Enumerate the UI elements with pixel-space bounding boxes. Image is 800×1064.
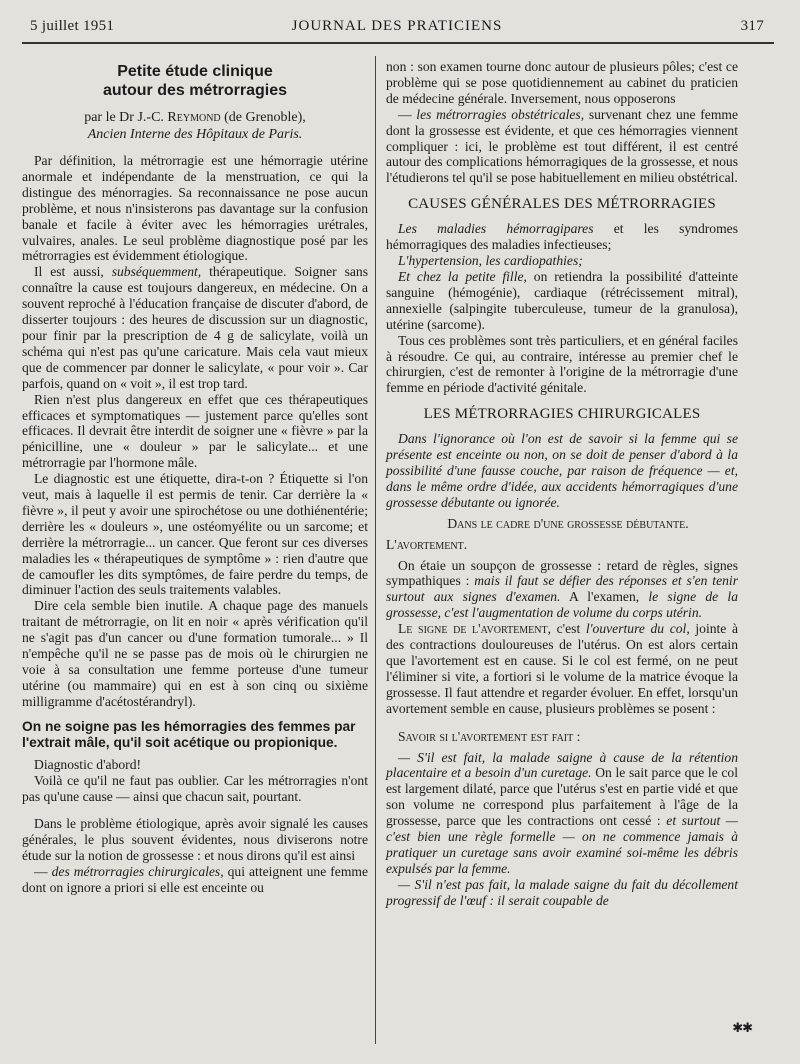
text-run: qui atteignent une femme dont on ignore a priori si elle est enceinte ou [22,864,368,896]
page-header [30,14,764,38]
text-run: on retiendra la possibilité d'atteinte sanguine (hémogénie), cardiaque (rétrécissement mitral), annexielle (salpingite tuberculeuse, tumeur de la granulosa), utérine (sarcome). [386,268,738,332]
text-run: — [34,864,52,880]
byline [22,109,368,126]
section-heading: On ne soigne pas les hémorragies des femmes par l'extrait mâle, qu'il soit acétique ou propionique. [22,718,356,750]
paragraph: non : son examen tourne donc autour de plusieurs pôles; c'est ce problème qui se pose quotidiennement au cabinet du praticien de médecine générale. Inversement, nous opposerons [386,59,738,106]
text-run-italic: l'ouverture du col, [585,621,690,637]
section-heading-surgical: LES MÉTRORRAGIES CHIRURGICALES [423,406,701,423]
text-run-italic: des métrorragies chirurgicales, [51,864,224,880]
article-title-line2: autour des métrorragies [102,82,288,99]
page-number: 317 [740,18,764,34]
paragraph: Le diagnostic est une étiquette, dira-t-on ? Étiquette si l'on veut, mais à laquelle il est permis de tenir. Car derrière la « fièvre », il peut y avoir une spirochétose ou une dothiénentérie; derrière les « douleurs », une ostéomyélite ou un sarcome; et derrière la métrorragie... un cancer. Que feront sur ces diverses maladies les « thérapeutiques de symptôme » : rien d'autre que de camoufler les dits symptômes, de faire perdre du temps, de diminuer l'action des seuls traitements valables. [22,471,368,598]
continuation-mark: ✱✱ [732,1020,752,1035]
issue-date: 5 juillet 1951 [30,18,115,34]
text-run: A l'examen, [560,589,649,605]
byline-suffix: (de Grenoble), [220,110,306,125]
text-run: On le sait parce que le col est largement dilaté, parce que l'utérus s'est en partie vidé et que son volume ne correspond plus parfaitement à l'âge de la grossesse, parce que les contractions ont cessé : [386,765,738,829]
text-run: jointe à des contractions douloureuses de l'utérus. On est alors certain que l'avortement est en cause. Si le col est fermé, on ne peut l'éliminer si vite, a fortiori si le volume de la matrice évoque la grossesse. Il faut attendre et regarder évoluer. En effet, lorsqu'un avortement semble en cause, plusieurs problèmes se posent : [386,621,738,716]
paragraph: L'hypertension, les cardiopathies; [398,253,583,269]
paragraph: Dire cela semble bien inutile. A chaque page des manuels traitant de métrorragie, on lit en noir « après vérification qu'il ne s'agit pas d'un cancer ou d'une formation tumorale... » Il n'empêche qu'il ne se passe pas de mois où le chirurgien ne voie à sa consultation une femme porteuse d'une tumeur utérine (ou mammaire) qui en est à son cinq ou sixième milligramme d'acétostérandryl). [22,598,368,709]
text-run: survenant chez une femme dont la grossesse est évidente, et que ces hémorragies viennent compliquer : ici, le problème est tout différent, il est centré autour des complications hémorragiques de la grossesse, et nous l'étudierons tel qu'il se pose habituellement en milieu obstétrical. [386,106,739,186]
paragraph: Dans l'ignorance où l'on est de savoir si la femme qui se présente est enceinte ou non, on se doit de penser d'abord à la possibilité d'une fausse couche, par raison de fréquence — et, dans le même ordre d'idée, aux accidents hémorragiques d'une grossesse débutante ou ignorée. [386,431,738,510]
text-run-italic: les métrorragies obstétricales, [416,106,585,122]
left-column [22,58,368,896]
text-run-smallcaps: Le signe de l'avortement, [398,621,552,637]
subheading: Savoir si l'avortement est fait : [398,728,581,744]
paragraph [22,864,368,896]
text-run: thérapeutique. Soigner sans connaître la cause est toujours dangereux, en médecine. On a souvent reproché à l'éducation française de discuter d'abord, de disserter toujours : des heures de discussion sur un diagnostic, pour finir par la prescription de 4 g de salicylate, voilà un schéma qui n'est pas qu'une caricature. Mais cela vaut mieux que de commencer par donner le salicylate, « pour voir ». Car parfois, quand on « voit », il est trop tard. [22,264,368,391]
text-run-italic: — S'il est fait, la malade saigne à cause de la rétention placentaire et a besoin d'un curetage. [386,749,738,781]
paragraph [386,558,738,622]
text-run-italic: mais il faut se défier des réponses et s'en tenir surtout aux signes d'examen. [386,573,738,605]
paragraph: Voilà ce qu'il ne faut pas oublier. Car les métrorragies n'ont pas qu'une cause — ainsi que chacun sait, pourtant. [22,772,368,804]
paragraph: Dans le problème étiologique, après avoir signalé les causes générales, le plus souvent évidentes, nous diviserons notre étude sur la notion de grossesse : et nous dirons qu'il est ainsi [22,816,368,864]
paragraph [22,264,368,391]
text-run: et les syndromes hémorragiques des maladies infectieuses; [386,221,738,253]
text-run: On étaie un soupçon de grossesse : retard de règles, signes sympathiques : [386,557,738,589]
author-affiliation: Ancien Interne des Hôpitaux de Paris. [87,127,303,142]
byline-prefix: par le Dr J.-C. [84,110,168,125]
text-run-italic: subséquemment, [111,264,202,280]
paragraph: Par définition, la métrorragie est une hémorragie utérine anormale et indépendante de la menstruation, ce qui la distingue des ménorragies. Sa reconnaissance ne pose aucun problème, et nous n'insisterons pas davantage sur la confusion banale et facile à éviter avec les hémorragies urétrales, vulvaires, anales. Le seul problème diagnostique posé par les métrorragies est évidemment étiologique. [22,153,368,264]
subheading: L'avortement. [386,536,468,552]
author-surname: Reymond [167,110,221,125]
right-column [386,59,738,909]
paragraph: Diagnostic d'abord! [34,756,142,772]
text-run-italic: le signe de la grossesse, c'est l'augmentation de volume du corps utérin. [386,589,739,621]
text-run: c'est [551,621,586,637]
article-title-line1: Petite étude clinique [117,63,273,80]
section-heading-general-causes: CAUSES GÉNÉRALES DES MÉTRORRAGIES [408,196,716,213]
paragraph [386,621,738,716]
subheading: Dans le cadre d'une grossesse débutante. [447,515,689,531]
paragraph [386,750,738,877]
paragraph [386,221,738,253]
journal-title: JOURNAL DES PRATICIENS [291,18,503,34]
paragraph [386,107,738,187]
text-run: Il est aussi, [34,264,112,280]
paragraph: — S'il n'est pas fait, la malade saigne du fait du décollement progressif de l'œuf : il serait coupable de [386,876,738,908]
text-run-italic: et surtout — c'est bien une règle formelle — on ne commence jamais à pratiquer un curetage sans avoir examiné soi-même les débris expulsés par la femme. [386,813,738,876]
text-run-italic: Les maladies hémorragipares [398,221,594,237]
paragraph: Tous ces problèmes sont très particuliers, et en général faciles à résoudre. Ce qui, au contraire, intéresse au premier chef le chirurgien, c'est de remonter à l'origine de la métrorragie d'une femme en période d'activité génitale. [386,332,738,396]
paragraph [386,269,738,333]
paragraph: Rien n'est plus dangereux en effet que ces thérapeutiques efficaces et symptomatiques — justement parce qu'elles sont efficaces. Il devrait être interdit de soigner une « fièvre » par la pénicilline, une « douleur » par le salicylate... et une métrorragie par l'hormone mâle. [22,391,368,471]
column-divider [375,56,376,1044]
text-run: — [398,106,417,122]
text-run-italic: Et chez la petite fille, [398,268,527,284]
header-rule [22,42,774,44]
article-title [22,62,368,100]
